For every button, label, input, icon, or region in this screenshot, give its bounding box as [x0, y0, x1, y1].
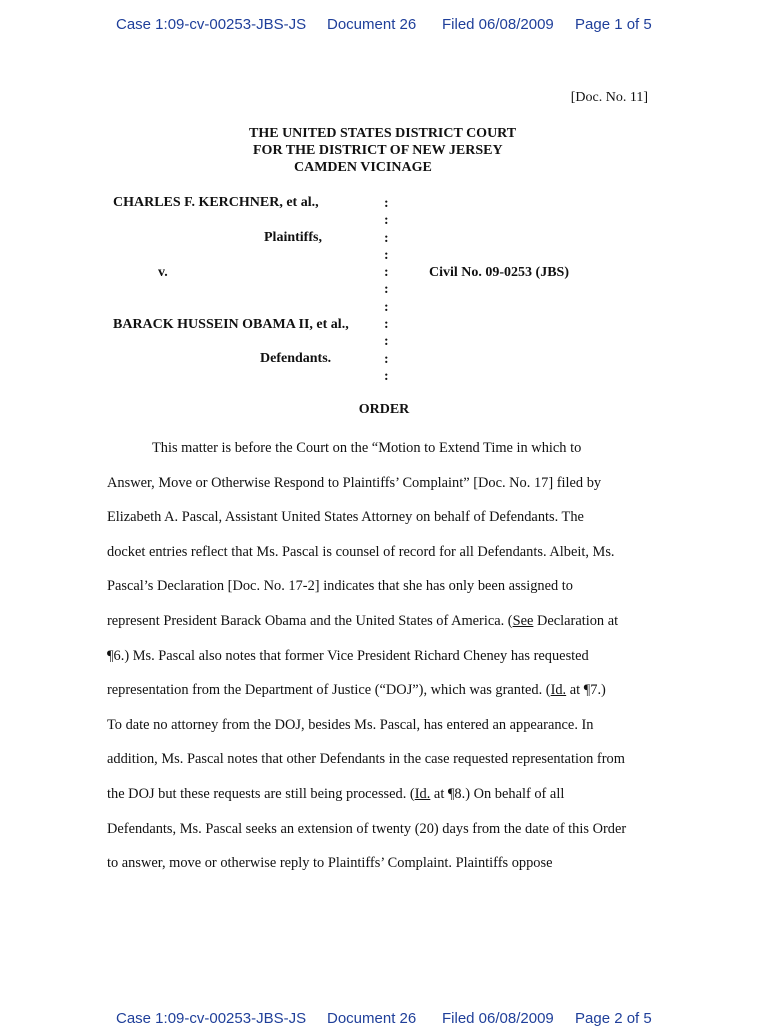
order-body: [107, 431, 667, 881]
caption-colon: :: [384, 265, 389, 281]
citation-see: See: [512, 612, 534, 629]
body-line: ¶6.) Ms. Pascal also notes that former Vice President Richard Cheney has requested: [107, 647, 589, 664]
caption-versus: v.: [158, 265, 168, 280]
body-line: [107, 604, 667, 639]
header-case-number: Case 1:09-cv-00253-JBS-JS: [116, 16, 307, 33]
court-heading-line-1: THE UNITED STATES DISTRICT COURT: [249, 126, 517, 141]
court-heading-line-3: CAMDEN VICINAGE: [294, 160, 432, 175]
body-line: This matter is before the Court on the “Motion to Extend Time in which to: [152, 440, 582, 456]
header-page-number: Page 1 of 5: [575, 16, 652, 33]
body-line: docket entries reflect that Ms. Pascal is counsel of record for all Defendants. Albeit, Ms.: [107, 543, 615, 560]
order-title: ORDER: [358, 402, 410, 417]
body-line: addition, Ms. Pascal notes that other Defendants in the case requested representation from: [107, 751, 625, 768]
court-heading-line-2: FOR THE DISTRICT OF NEW JERSEY: [253, 143, 503, 158]
citation-id: Id.: [414, 785, 431, 802]
caption-colon: :: [384, 299, 389, 315]
caption-colon: :: [384, 282, 389, 298]
caption-colon: :: [384, 368, 389, 384]
body-line: [107, 777, 667, 812]
body-line: to answer, move or otherwise reply to Plaintiffs’ Complaint. Plaintiffs oppose: [107, 855, 553, 872]
caption-colon-divider: [384, 195, 394, 385]
body-line: Elizabeth A. Pascal, Assistant United States Attorney on behalf of Defendants. The: [107, 509, 584, 526]
caption-colon: :: [384, 247, 389, 263]
body-line: To date no attorney from the DOJ, besides Ms. Pascal, has entered an appearance. In: [107, 716, 594, 733]
body-line: Defendants, Ms. Pascal seeks an extension of twenty (20) days from the date of this Order: [107, 820, 627, 837]
caption-colon: :: [384, 230, 389, 246]
citation-id: Id.: [550, 682, 567, 699]
body-line: Answer, Move or Otherwise Respond to Plaintiffs’ Complaint” [Doc. No. 17] filed by: [107, 474, 602, 491]
header-document-number: Document 26: [327, 16, 417, 33]
header-filed-date: Filed 06/08/2009: [442, 1010, 554, 1027]
caption-plaintiffs-role: Plaintiffs,: [264, 230, 322, 245]
caption-colon: :: [384, 351, 389, 367]
header-page-number: Page 2 of 5: [575, 1010, 652, 1027]
caption-colon: :: [384, 317, 389, 333]
doc-number-reference: [Doc. No. 11]: [570, 90, 648, 105]
caption-plaintiff: CHARLES F. KERCHNER, et al.,: [113, 195, 319, 210]
case-caption: [0, 195, 768, 385]
body-text-segment: represent President Barack Obama and the United States of America. (: [107, 612, 513, 629]
body-text-segment: representation from the Department of Justice (“DOJ”), which was granted. (: [107, 682, 551, 699]
body-line: [107, 673, 667, 708]
caption-colon: :: [384, 196, 389, 211]
caption-civil-number: Civil No. 09-0253 (JBS): [429, 265, 569, 280]
caption-defendants-role: Defendants.: [260, 351, 332, 366]
caption-colon: :: [384, 213, 389, 229]
body-text-segment: at ¶8.) On behalf of all: [430, 785, 565, 802]
body-text-segment: Declaration at: [533, 612, 619, 629]
caption-colon: :: [384, 334, 389, 350]
header-document-number: Document 26: [327, 1010, 417, 1027]
body-text-segment: the DOJ but these requests are still being processed. (: [107, 785, 415, 802]
header-filed-date: Filed 06/08/2009: [442, 16, 554, 33]
body-line: Pascal’s Declaration [Doc. No. 17-2] indicates that she has only been assigned to: [107, 578, 573, 595]
header-case-number: Case 1:09-cv-00253-JBS-JS: [116, 1010, 307, 1027]
body-text-segment: at ¶7.): [566, 682, 606, 699]
caption-defendant: BARACK HUSSEIN OBAMA II, et al.,: [113, 317, 349, 332]
